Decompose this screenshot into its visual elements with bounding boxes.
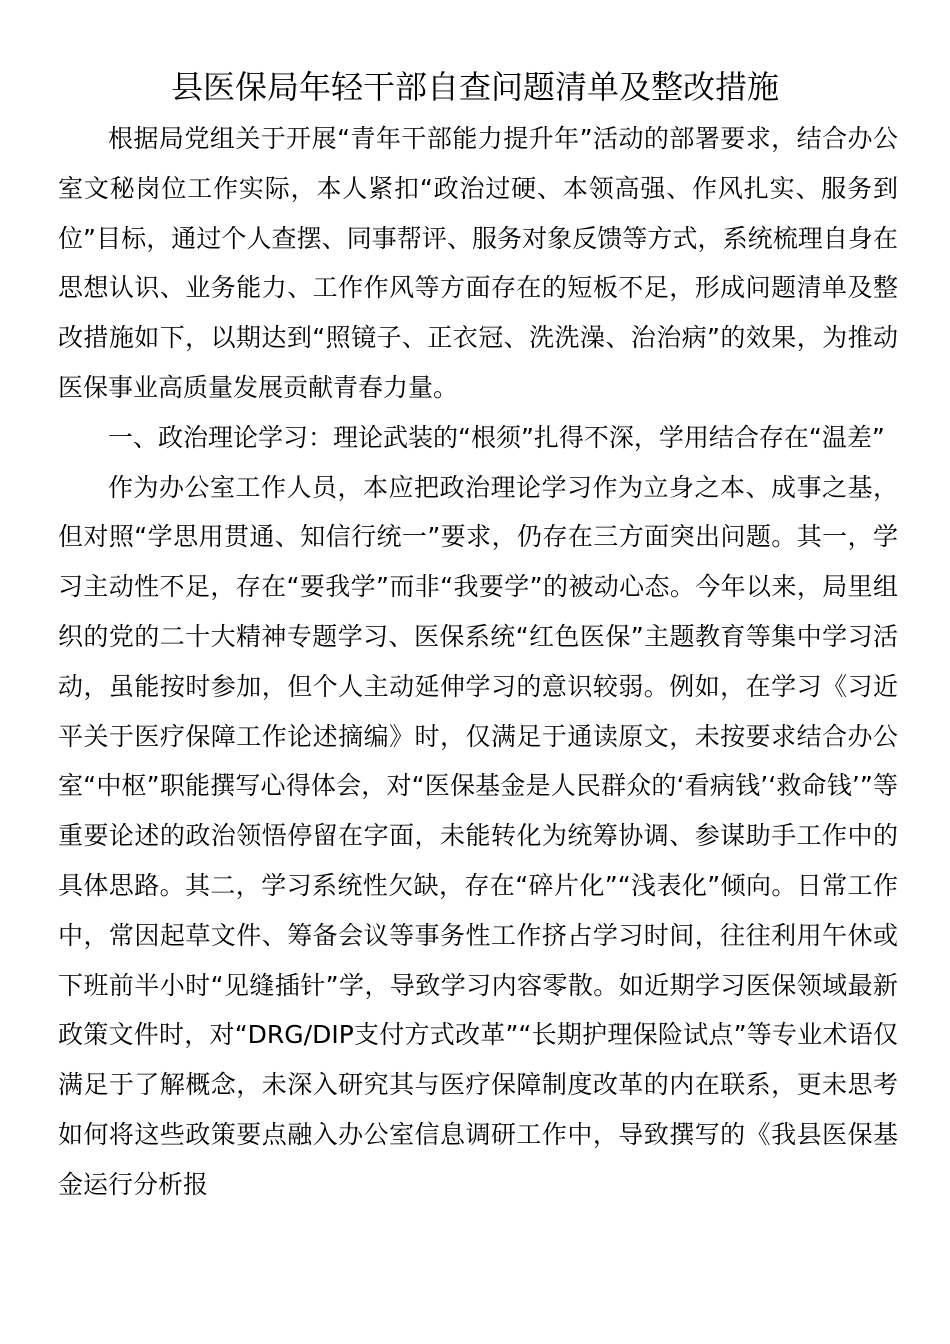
intro-paragraph: 根据局党组关于开展“青年干部能力提升年”活动的部署要求，结合办公室文秘岗位工作实际，本人紧扣“政治过硬、本领高强、作风扎实、服务到位”目标，通过个人查摆、同事帮评、服务对象反馈等方式，系统梳理自身在思想认识、业务能力、工作作风等方面存在的短板不足，形成问题清单及整改措施如下，以期达到“照镜子、正衣冠、洗洗澡、治治病”的效果，为推动医保事业高质量发展贡献青春力量。 [58, 124, 898, 402]
document-body [58, 114, 898, 1210]
section-heading: 一、政治理论学习：理论武装的“根须”扎得不深，学用结合存在“温差” [108, 422, 885, 452]
document-title: 县医保局年轻干部自查问题清单及整改措施 [170, 68, 779, 106]
body-paragraph: 作为办公室工作人员，本应把政治理论学习作为立身之本、成事之基，但对照“学思用贯通、知信行统一”要求，仍存在三方面突出问题。其一，学习主动性不足，存在“要我学”而非“我要学”的被动心态。今年以来，局里组织的党的二十大精神专题学习、医保系统“红色医保”主题教育等集中学习活动，虽能按时参加，但个人主动延伸学习的意识较弱。例如，在学习《习近平关于医疗保障工作论述摘编》时，仅满足于通读原文，未按要求结合办公室“中枢”职能撰写心得体会，对“医保基金是人民群众的‘看病钱’‘救命钱’”等重要论述的政治领悟停留在字面，未能转化为统筹协调、参谋助手工作中的具体思路。其二，学习系统性欠缺，存在“碎片化”“浅表化”倾向。日常工作中，常因起草文件、筹备会议等事务性工作挤占学习时间，往往利用午休或下班前半小时“见缝插针”学，导致学习内容零散。如近期学习医保领域最新政策文件时，对“DRG/DIP支付方式改革”“长期护理保险试点”等专业术语仅满足于了解概念，未深入研究其与医疗保障制度改革的内在联系，更未思考如何将这些政策要点融入办公室信息调研工作中，导致撰写的《我县医保基金运行分析报 [58, 472, 898, 1199]
